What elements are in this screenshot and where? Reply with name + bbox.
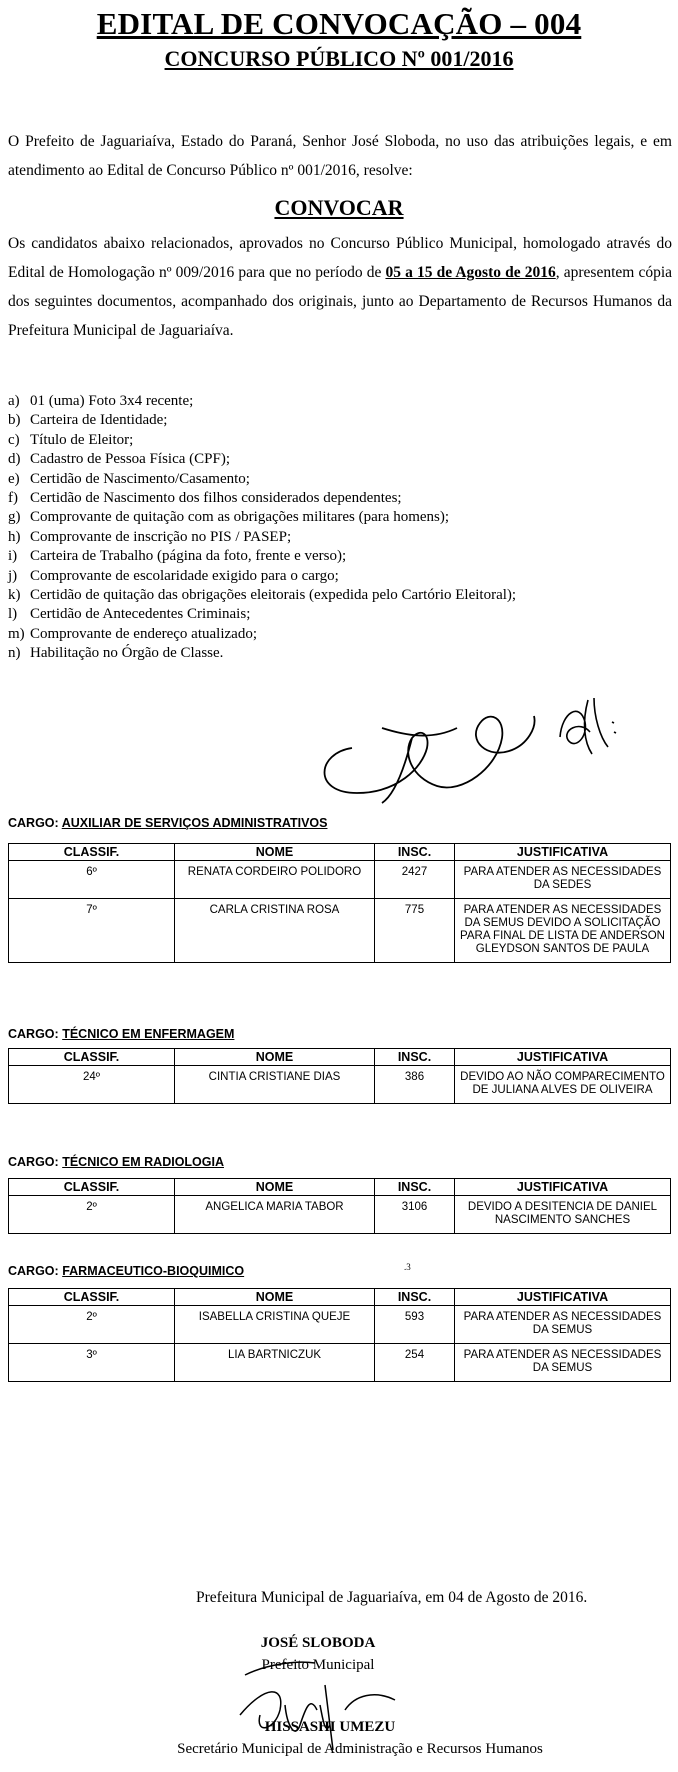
cargo-name: TÉCNICO EM RADIOLOGIA xyxy=(62,1155,224,1169)
cell-insc: 254 xyxy=(375,1344,455,1382)
document-item xyxy=(8,605,516,624)
cell-classif: 6º xyxy=(9,861,175,899)
column-header-classif: CLASSIF. xyxy=(9,1049,175,1066)
table-row xyxy=(9,1066,671,1104)
document-item-letter: a) xyxy=(8,393,20,409)
document-item-letter: c) xyxy=(8,431,20,448)
period-text: 05 a 15 de Agosto de 2016 xyxy=(385,264,556,281)
document-item xyxy=(8,528,516,547)
cargo-title xyxy=(8,1027,234,1041)
cell-insc: 593 xyxy=(375,1306,455,1344)
cell-nome: RENATA CORDEIRO POLIDORO xyxy=(175,861,375,899)
intro-paragraph: O Prefeito de Jaguariaíva, Estado do Paraná, Senhor José Sloboda, no uso das atribuições legais, e em atendimento ao Edital de Concurso Público nº 001/2016, resolve: xyxy=(8,133,672,179)
document-item xyxy=(8,508,516,527)
cell-nome: LIA BARTNICZUK xyxy=(175,1344,375,1382)
document-item-letter: m) xyxy=(8,625,25,642)
cargo-label: CARGO: xyxy=(8,816,59,830)
document-item-text: Certidão de Nascimento/Casamento; xyxy=(30,470,250,487)
cell-insc: 386 xyxy=(375,1066,455,1104)
cargo-table xyxy=(8,1178,671,1234)
document-item-text: Carteira de Trabalho (página da foto, frente e verso); xyxy=(30,548,347,565)
document-item xyxy=(8,547,516,566)
cell-justificativa: PARA ATENDER AS NECESSIDADES DA SEMUS xyxy=(455,1344,671,1382)
cell-nome: ANGELICA MARIA TABOR xyxy=(175,1196,375,1234)
document-item-letter: i) xyxy=(8,548,18,565)
cell-justificativa: DEVIDO A DESITENCIA DE DANIEL NASCIMENTO SANCHES xyxy=(455,1196,671,1234)
cargo-table xyxy=(8,843,671,963)
cell-classif: 24º xyxy=(9,1066,175,1104)
signatory-2-role: Secretário Municipal de Administração e Recursos Humanos xyxy=(177,1741,543,1757)
cell-nome: ISABELLA CRISTINA QUEJE xyxy=(175,1306,375,1344)
document-item-letter: e) xyxy=(8,470,20,487)
column-header-justificativa: JUSTIFICATIVA xyxy=(455,844,671,861)
document-item-letter: d) xyxy=(8,451,21,468)
document-item-text: Comprovante de endereço atualizado; xyxy=(30,625,257,642)
document-item xyxy=(8,489,516,508)
cargo-name: FARMACEUTICO-BIOQUIMICO xyxy=(62,1264,245,1278)
column-header-classif: CLASSIF. xyxy=(9,1289,175,1306)
column-header-insc: INSC. xyxy=(375,1179,455,1196)
signatory-1-role: Prefeito Municipal xyxy=(261,1657,375,1673)
column-header-justificativa: JUSTIFICATIVA xyxy=(455,1049,671,1066)
document-item-letter: j) xyxy=(8,567,18,584)
column-header-classif: CLASSIF. xyxy=(9,1179,175,1196)
closing-date-line: Prefeitura Municipal de Jaguariaíva, em 04 de Agosto de 2016. xyxy=(196,1589,588,1606)
document-item-letter: b) xyxy=(8,412,21,429)
signatory-2-name: HISSASHI UMEZU xyxy=(264,1719,396,1735)
cargo-title xyxy=(8,1155,224,1169)
cell-justificativa: DEVIDO AO NÃO COMPARECIMENTO DE JULIANA ALVES DE OLIVEIRA xyxy=(455,1066,671,1104)
body-paragraph xyxy=(8,229,672,345)
cell-insc: 3106 xyxy=(375,1196,455,1234)
table-row xyxy=(9,1196,671,1234)
cell-insc: 775 xyxy=(375,899,455,963)
cell-classif: 3º xyxy=(9,1344,175,1382)
cargo-title xyxy=(8,816,327,830)
document-item-text: Habilitação no Órgão de Classe. xyxy=(30,645,224,662)
table-header-row xyxy=(9,1179,671,1196)
cargo-title xyxy=(8,1264,244,1278)
cell-classif: 7º xyxy=(9,899,175,963)
document-item-text: Certidão de quitação das obrigações eleitorais (expedida pelo Cartório Eleitoral); xyxy=(30,587,517,604)
rubric-mark xyxy=(550,692,630,762)
column-header-justificativa: JUSTIFICATIVA xyxy=(455,1289,671,1306)
edital-title: EDITAL DE CONVOCAÇÃO – 004 xyxy=(96,6,582,41)
document-item-text: Cadastro de Pessoa Física (CPF); xyxy=(30,451,230,468)
document-item xyxy=(8,644,516,663)
table-row xyxy=(9,1344,671,1382)
convocar-heading: CONVOCAR xyxy=(274,195,404,220)
body-text-before: Os candidatos abaixo relacionados, aprovados no Concurso Público Municipal, homologado através do Edital de Homologação nº 009/2016 para que no período de xyxy=(8,235,672,281)
column-header-insc: INSC. xyxy=(375,1289,455,1306)
cargo-label: CARGO: xyxy=(8,1027,59,1041)
concurso-subtitle: CONCURSO PÚBLICO Nº 001/2016 xyxy=(164,46,514,71)
document-item-text: Título de Eleitor; xyxy=(30,431,134,448)
column-header-insc: INSC. xyxy=(375,1049,455,1066)
cargo-name: AUXILIAR DE SERVIÇOS ADMINISTRATIVOS xyxy=(61,816,328,830)
document-item-letter: k) xyxy=(8,587,21,604)
document-item-text: Certidão de Antecedentes Criminais; xyxy=(30,606,251,623)
cell-classif: 2º xyxy=(9,1196,175,1234)
document-item xyxy=(8,470,516,489)
document-item xyxy=(8,625,516,644)
column-header-nome: NOME xyxy=(175,1289,375,1306)
table-row xyxy=(9,861,671,899)
cell-justificativa: PARA ATENDER AS NECESSIDADES DA SEMUS DEVIDO A SOLICITAÇÃO PARA FINAL DE LISTA DE ANDERSON GLEYDSON SANTOS DE PAULA xyxy=(455,899,671,963)
document-item-text: Comprovante de inscrição no PIS / PASEP; xyxy=(30,528,292,545)
document-item-letter: g) xyxy=(8,509,21,526)
table-row xyxy=(9,899,671,963)
document-item-letter: h) xyxy=(8,528,21,545)
cargo-table xyxy=(8,1288,671,1382)
column-header-insc: INSC. xyxy=(375,844,455,861)
cell-nome: CARLA CRISTINA ROSA xyxy=(175,899,375,963)
document-item-text: 01 (uma) Foto 3x4 recente; xyxy=(30,393,194,409)
cell-justificativa: PARA ATENDER AS NECESSIDADES DA SEMUS xyxy=(455,1306,671,1344)
table-header-row xyxy=(9,844,671,861)
document-item-text: Comprovante de escolaridade exigido para o cargo; xyxy=(30,567,339,584)
cell-justificativa: PARA ATENDER AS NECESSIDADES DA SEDES xyxy=(455,861,671,899)
document-item xyxy=(8,450,516,469)
column-header-justificativa: JUSTIFICATIVA xyxy=(455,1179,671,1196)
document-item-text: Comprovante de quitação com as obrigações militares (para homens); xyxy=(30,509,450,526)
body-text-after: , apresentem cópia dos seguintes documentos, acompanhado dos originais, junto ao Departamento de Recursos Humanos da Prefeitura Municipal de Jaguariaíva. xyxy=(8,264,673,339)
document-item-letter: n) xyxy=(8,645,21,662)
column-header-nome: NOME xyxy=(175,1179,375,1196)
table-header-row xyxy=(9,1289,671,1306)
documents-list xyxy=(8,392,516,664)
document-item xyxy=(8,411,516,430)
document-item xyxy=(8,431,516,450)
table-header-row xyxy=(9,1049,671,1066)
document-item-text: Carteira de Identidade; xyxy=(30,412,168,429)
table-row xyxy=(9,1306,671,1344)
document-item xyxy=(8,586,516,605)
cell-insc: 2427 xyxy=(375,861,455,899)
cargo-label: CARGO: xyxy=(8,1155,59,1169)
column-header-classif: CLASSIF. xyxy=(9,844,175,861)
document-item xyxy=(8,392,516,411)
stray-mark: .3 xyxy=(404,1262,411,1272)
document-item-text: Certidão de Nascimento dos filhos considerados dependentes; xyxy=(30,490,402,507)
document-item xyxy=(8,567,516,586)
cargo-name: TÉCNICO EM ENFERMAGEM xyxy=(62,1027,235,1041)
signature-mark xyxy=(312,698,542,808)
signatory-1-name: JOSÉ SLOBODA xyxy=(260,1635,376,1651)
column-header-nome: NOME xyxy=(175,1049,375,1066)
cell-classif: 2º xyxy=(9,1306,175,1344)
cargo-table xyxy=(8,1048,671,1104)
document-item-letter: f) xyxy=(8,490,18,507)
document-item-letter: l) xyxy=(8,606,18,623)
cell-nome: CINTIA CRISTIANE DIAS xyxy=(175,1066,375,1104)
column-header-nome: NOME xyxy=(175,844,375,861)
cargo-label: CARGO: xyxy=(8,1264,59,1278)
